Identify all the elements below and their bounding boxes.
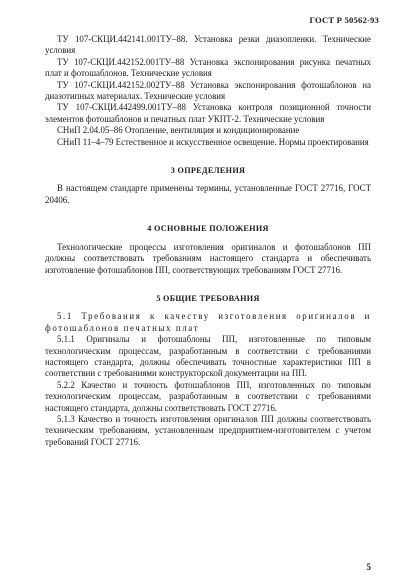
section-4-title: 4 ОСНОВНЫЕ ПОЛОЖЕНИЯ <box>147 224 269 234</box>
paragraph-5-2-2: 5.2.2 Качество и точность фотошаблонов ПП, изготовленных по типовым технологическим процессам, разработанным в соответствии с требованиями настоящего стандарта, должны соответствовать ГОСТ 27716. <box>45 379 371 413</box>
subsection-5-1-title: 5.1 Требования к качеству изготовления оригиналов и фотошаблонов печатных плат <box>45 311 371 333</box>
reference-item: ТУ 107-СКЦИ.442152.002ТУ–88 Установка экспонирования фотошаблонов на диазотипных материалах. Технические условия <box>45 79 371 102</box>
reference-item: ТУ 107-СКЦИ.442499.001ТУ–88 Установка контроля позиционной точности элементов фотошаблонов и печатных плат УКПТ-2. Технические условия <box>45 102 371 124</box>
standard-id: ГОСТ Р 50562-93 <box>309 15 379 25</box>
reference-item: ТУ 107-СКЦИ.442141.001ТУ–88. Установка резки диазопленки. Технические условия <box>45 34 371 56</box>
page-content <box>45 34 371 448</box>
reference-item: СНиП 2.04.05–86 Отопление, вентиляция и кондиционирование <box>57 125 300 136</box>
reference-item: ТУ 107-СКЦИ.442152.001ТУ–88 Установка экспонирования рисунка печатных плат и фотошаблонов. Технические условия <box>45 56 371 79</box>
section-3-title: 3 ОПРЕДЕЛЕНИЯ <box>170 166 246 176</box>
paragraph-5-1-3: 5.1.3 Качество и точность изготовления оригиналов ПП должны соответствовать техническим требованиям, установленным предприятием-изготовителем с учетом требований ГОСТ 27716. <box>45 413 371 447</box>
paragraph-5-1-1: 5.1.1 Оригиналы и фотошаблоны ПП, изготовленные по типовым технологическим процессам, разработанным в соответствии с требованиями настоящего стандарта, должны обеспечивать точностные характеристики ПП в соответствии с требованиями конструкторской документации на ПП. <box>45 334 371 379</box>
page-number: 5 <box>366 562 371 572</box>
section-3-text: В настоящем стандарте применены термины, установленные ГОСТ 27716, ГОСТ 20406. <box>45 183 371 205</box>
reference-item: СНиП 11–4–79 Естественное и искусственное освещение. Нормы проектирования <box>57 136 369 147</box>
section-4-text: Технологические процессы изготовления оригиналов и фотошаблонов ПП должны соответствовать требованиям настоящего стандарта и обеспечивать изготовление фотошаблонов ПП, соответствующих требованиям ГОСТ 27716. <box>45 241 371 275</box>
section-5-title: 5 ОБЩИЕ ТРЕБОВАНИЯ <box>156 293 260 303</box>
